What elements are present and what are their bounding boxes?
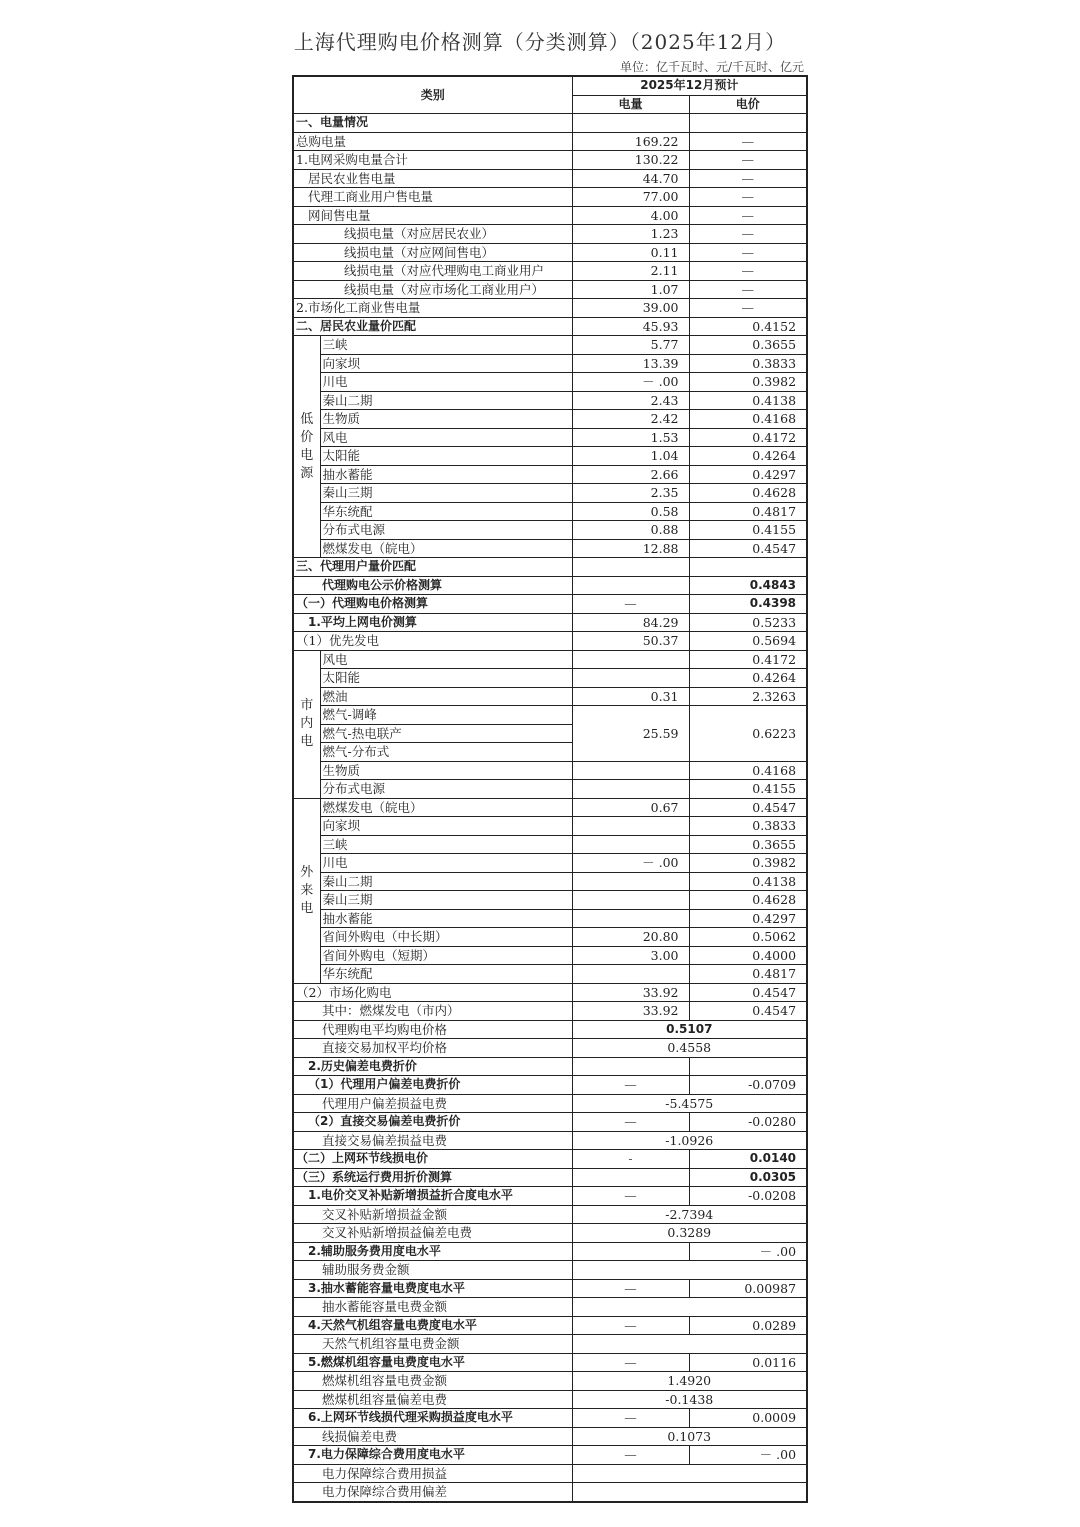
qty-cell: 39.00 — [572, 299, 689, 318]
merged-value: 0.1073 — [572, 1427, 807, 1446]
price-cell: 0.0289 — [689, 1316, 807, 1335]
price-cell: － .00 — [689, 1446, 807, 1465]
table-row — [293, 835, 807, 854]
merged-value: 0.3289 — [572, 1224, 807, 1243]
table-body — [293, 114, 807, 1502]
row-label: 三峡 — [320, 336, 572, 355]
row-label: 燃气-热电联产 — [320, 724, 572, 743]
table-row — [293, 1113, 807, 1132]
table-row — [293, 1094, 807, 1113]
table-row — [293, 447, 807, 466]
table-row — [293, 1261, 807, 1280]
price-cell — [689, 558, 807, 577]
row-label: 6.上网环节线损代理采购损益度电水平 — [293, 1409, 572, 1428]
qty-cell: － .00 — [572, 854, 689, 873]
unit-note: 单位：亿千瓦时、元/千瓦时、亿元 — [619, 60, 804, 74]
price-cell: — — [689, 299, 807, 318]
table-row — [293, 1335, 807, 1354]
row-label: 代理用户偏差损益电费 — [293, 1094, 572, 1113]
price-cell: — — [689, 169, 807, 188]
table-row — [293, 558, 807, 577]
row-label: 代理购电公示价格测算 — [293, 576, 572, 595]
row-label: 向家坝 — [320, 817, 572, 836]
row-label: 其中：燃煤发电（市内） — [293, 1002, 572, 1021]
table-row — [293, 891, 807, 910]
price-cell: — — [689, 151, 807, 170]
table-row — [293, 428, 807, 447]
row-label: 3.抽水蓄能容量电费度电水平 — [293, 1279, 572, 1298]
qty-cell — [572, 780, 689, 799]
qty-cell: 13.39 — [572, 354, 689, 373]
qty-cell: 2.42 — [572, 410, 689, 429]
price-cell: 0.0305 — [689, 1168, 807, 1187]
header-price: 电价 — [689, 95, 807, 114]
document-title: 上海代理购电价格测算（分类测算）（2025年12月） — [293, 30, 787, 54]
table-row — [293, 798, 807, 817]
table-row — [293, 206, 807, 225]
row-label: 燃油 — [320, 687, 572, 706]
row-label: 直接交易加权平均价格 — [293, 1039, 572, 1058]
table-row — [293, 225, 807, 244]
row-label: 交叉补贴新增损益偏差电费 — [293, 1224, 572, 1243]
qty-cell: — — [572, 1409, 689, 1428]
qty-cell — [572, 965, 689, 984]
table-row — [293, 1316, 807, 1335]
qty-cell: 33.92 — [572, 1002, 689, 1021]
price-cell: 0.5694 — [689, 632, 807, 651]
table-row — [293, 373, 807, 392]
qty-cell: 0.58 — [572, 502, 689, 521]
row-label: 直接交易偏差损益电费 — [293, 1131, 572, 1150]
qty-cell: — — [572, 1279, 689, 1298]
price-cell: 0.4398 — [689, 595, 807, 614]
price-cell: — — [689, 206, 807, 225]
qty-cell — [572, 558, 689, 577]
price-cell: 0.4547 — [689, 1002, 807, 1021]
price-cell: 0.4843 — [689, 576, 807, 595]
qty-cell: 33.92 — [572, 983, 689, 1002]
row-label: 电力保障综合费用偏差 — [293, 1483, 572, 1502]
row-label: 5.燃煤机组容量电费度电水平 — [293, 1353, 572, 1372]
row-label: （二）上网环节线损电价 — [293, 1150, 572, 1169]
price-cell: 0.4152 — [689, 317, 807, 336]
price-cell: 0.4628 — [689, 484, 807, 503]
price-cell — [689, 114, 807, 133]
row-label: 川电 — [320, 373, 572, 392]
table-row — [293, 539, 807, 558]
merged-value: -5.4575 — [572, 1094, 807, 1113]
qty-cell: 2.11 — [572, 262, 689, 281]
row-label: 向家坝 — [320, 354, 572, 373]
table-row — [293, 1409, 807, 1428]
price-cell: 0.00987 — [689, 1279, 807, 1298]
table-row — [293, 669, 807, 688]
row-label: 省间外购电（短期） — [320, 946, 572, 965]
price-cell: 0.4547 — [689, 798, 807, 817]
row-label: 燃煤机组容量偏差电费 — [293, 1390, 572, 1409]
qty-cell — [572, 909, 689, 928]
row-label: 秦山二期 — [320, 872, 572, 891]
table-row — [293, 780, 807, 799]
row-label: 燃煤发电（皖电） — [320, 798, 572, 817]
price-cell: 0.4817 — [689, 502, 807, 521]
qty-cell: 50.37 — [572, 632, 689, 651]
table-row — [293, 132, 807, 151]
qty-cell: — — [572, 1353, 689, 1372]
qty-cell — [572, 669, 689, 688]
price-cell: — — [689, 132, 807, 151]
qty-cell: 12.88 — [572, 539, 689, 558]
row-label: 省间外购电（中长期） — [320, 928, 572, 947]
group-label: 市内电 — [293, 650, 320, 798]
row-label: 三、代理用户量价匹配 — [293, 558, 572, 577]
price-cell: 0.3982 — [689, 373, 807, 392]
row-label: 2.历史偏差电费折价 — [293, 1057, 572, 1076]
table-row — [293, 595, 807, 614]
row-label: 天然气机组容量电费金额 — [293, 1335, 572, 1354]
table-row — [293, 317, 807, 336]
qty-cell — [572, 1168, 689, 1187]
row-label: 分布式电源 — [320, 521, 572, 540]
qty-cell: － .00 — [572, 373, 689, 392]
merged-value: -0.1438 — [572, 1390, 807, 1409]
table-row — [293, 484, 807, 503]
table-row — [293, 391, 807, 410]
table-row — [293, 114, 807, 133]
merged-value: -1.0926 — [572, 1131, 807, 1150]
table-row — [293, 965, 807, 984]
row-label: （一）代理购电价格测算 — [293, 595, 572, 614]
row-label: 2.辅助服务费用度电水平 — [293, 1242, 572, 1261]
price-cell: -0.0280 — [689, 1113, 807, 1132]
table-row — [293, 1039, 807, 1058]
qty-cell — [572, 650, 689, 669]
row-label: 2.市场化工商业售电量 — [293, 299, 572, 318]
row-label: 1.电价交叉补贴新增损益折合度电水平 — [293, 1187, 572, 1206]
row-label: 辅助服务费金额 — [293, 1261, 572, 1280]
table-row — [293, 336, 807, 355]
table-row — [293, 1372, 807, 1391]
row-label: 华东统配 — [320, 502, 572, 521]
qty-cell — [572, 872, 689, 891]
row-label: 7.电力保障综合费用度电水平 — [293, 1446, 572, 1465]
price-cell: 0.5062 — [689, 928, 807, 947]
table-row — [293, 854, 807, 873]
price-cell: 0.4297 — [689, 909, 807, 928]
row-label: 线损电量（对应市场化工商业用户） — [293, 280, 572, 299]
qty-cell: 84.29 — [572, 613, 689, 632]
price-cell: 0.3655 — [689, 835, 807, 854]
row-label: 华东统配 — [320, 965, 572, 984]
row-label: 燃气-调峰 — [320, 706, 572, 725]
merged-value — [572, 1464, 807, 1483]
row-label: 总购电量 — [293, 132, 572, 151]
group-label: 低价电源 — [293, 336, 320, 558]
table-row — [293, 1057, 807, 1076]
table-row — [293, 983, 807, 1002]
row-label: 太阳能 — [320, 669, 572, 688]
table-row — [293, 1298, 807, 1317]
table-row — [293, 169, 807, 188]
qty-cell: 20.80 — [572, 928, 689, 947]
qty-cell — [572, 1057, 689, 1076]
table-row — [293, 1168, 807, 1187]
qty-cell — [572, 835, 689, 854]
row-label: 4.天然气机组容量电费度电水平 — [293, 1316, 572, 1335]
table-row — [293, 1353, 807, 1372]
price-cell: — — [689, 188, 807, 207]
qty-cell: 25.59 — [572, 706, 689, 762]
row-label: 风电 — [320, 428, 572, 447]
price-cell: 0.4138 — [689, 391, 807, 410]
row-label: （三）系统运行费用折价测算 — [293, 1168, 572, 1187]
price-cell: 0.4168 — [689, 410, 807, 429]
qty-cell: 0.88 — [572, 521, 689, 540]
price-cell: 2.3263 — [689, 687, 807, 706]
price-cell: 0.4138 — [689, 872, 807, 891]
table-row — [293, 613, 807, 632]
row-label: 生物质 — [320, 410, 572, 429]
table-row — [293, 761, 807, 780]
row-label: 交叉补贴新增损益金额 — [293, 1205, 572, 1224]
row-label: 1.平均上网电价测算 — [293, 613, 572, 632]
price-cell: — — [689, 280, 807, 299]
row-label: 线损电量（对应居民农业） — [293, 225, 572, 244]
table-row — [293, 817, 807, 836]
merged-value — [572, 1298, 807, 1317]
row-label: 一、电量情况 — [293, 114, 572, 133]
price-cell: 0.4817 — [689, 965, 807, 984]
price-cell: 0.5233 — [689, 613, 807, 632]
table-row — [293, 1483, 807, 1502]
price-cell: 0.3833 — [689, 354, 807, 373]
table-row — [293, 632, 807, 651]
qty-cell: 2.66 — [572, 465, 689, 484]
table-row — [293, 687, 807, 706]
header-period: 2025年12月预计 — [572, 76, 807, 95]
price-cell: 0.4264 — [689, 669, 807, 688]
price-cell: 0.4628 — [689, 891, 807, 910]
table-row — [293, 872, 807, 891]
table-row — [293, 1224, 807, 1243]
price-cell: 0.6223 — [689, 706, 807, 762]
price-cell: 0.0116 — [689, 1353, 807, 1372]
table-row — [293, 188, 807, 207]
row-label: 三峡 — [320, 835, 572, 854]
table-row — [293, 650, 807, 669]
price-cell: -0.0709 — [689, 1076, 807, 1095]
price-cell: － .00 — [689, 1242, 807, 1261]
row-label: 分布式电源 — [320, 780, 572, 799]
price-cell: — — [689, 225, 807, 244]
qty-cell: 1.04 — [572, 447, 689, 466]
merged-value: 0.5107 — [572, 1020, 807, 1039]
qty-cell: 4.00 — [572, 206, 689, 225]
merged-value: -2.7394 — [572, 1205, 807, 1224]
price-cell: 0.4297 — [689, 465, 807, 484]
qty-cell: 1.23 — [572, 225, 689, 244]
price-cell: 0.4155 — [689, 521, 807, 540]
merged-value — [572, 1261, 807, 1280]
group-label: 外来电 — [293, 798, 320, 983]
price-cell: 0.4168 — [689, 761, 807, 780]
price-cell: 0.4172 — [689, 650, 807, 669]
table-row — [293, 151, 807, 170]
qty-cell — [572, 817, 689, 836]
row-label: 代理购电平均购电价格 — [293, 1020, 572, 1039]
qty-cell: 2.35 — [572, 484, 689, 503]
table-row — [293, 1427, 807, 1446]
qty-cell: — — [572, 1316, 689, 1335]
price-cell: — — [689, 262, 807, 281]
table-row — [293, 928, 807, 947]
table-row — [293, 1020, 807, 1039]
row-label: 抽水蓄能 — [320, 909, 572, 928]
qty-cell: 0.11 — [572, 243, 689, 262]
qty-cell: 77.00 — [572, 188, 689, 207]
table-row — [293, 1205, 807, 1224]
price-cell: 0.4155 — [689, 780, 807, 799]
row-label: 电力保障综合费用损益 — [293, 1464, 572, 1483]
row-label: （1）优先发电 — [293, 632, 572, 651]
row-label: 燃煤机组容量电费金额 — [293, 1372, 572, 1391]
table-row — [293, 410, 807, 429]
table-row — [293, 1150, 807, 1169]
table-row — [293, 354, 807, 373]
merged-value — [572, 1483, 807, 1502]
row-label: 抽水蓄能 — [320, 465, 572, 484]
price-cell: -0.0208 — [689, 1187, 807, 1206]
table-row — [293, 1187, 807, 1206]
merged-value — [572, 1335, 807, 1354]
price-cell: 0.3833 — [689, 817, 807, 836]
price-cell — [689, 1057, 807, 1076]
row-label: 网间售电量 — [293, 206, 572, 225]
table-row — [293, 909, 807, 928]
price-cell: 0.4172 — [689, 428, 807, 447]
row-label: （2）市场化购电 — [293, 983, 572, 1002]
row-label: （2）直接交易偏差电费折价 — [293, 1113, 572, 1132]
qty-cell — [572, 576, 689, 595]
qty-cell: 45.93 — [572, 317, 689, 336]
row-label: 秦山二期 — [320, 391, 572, 410]
price-cell: 0.4000 — [689, 946, 807, 965]
table-row — [293, 1242, 807, 1261]
row-label: 1.电网采购电量合计 — [293, 151, 572, 170]
qty-cell: — — [572, 1187, 689, 1206]
row-label: （1）代理用户偏差电费折价 — [293, 1076, 572, 1095]
qty-cell — [572, 891, 689, 910]
table-row — [293, 280, 807, 299]
merged-value: 1.4920 — [572, 1372, 807, 1391]
qty-cell: 1.07 — [572, 280, 689, 299]
table-row — [293, 946, 807, 965]
row-label: 风电 — [320, 650, 572, 669]
table-row — [293, 1002, 807, 1021]
table-row — [293, 465, 807, 484]
row-label: 生物质 — [320, 761, 572, 780]
merged-value: 0.4558 — [572, 1039, 807, 1058]
qty-cell: — — [572, 1446, 689, 1465]
table-row — [293, 576, 807, 595]
row-label: 线损电量（对应网间售电） — [293, 243, 572, 262]
row-label: 太阳能 — [320, 447, 572, 466]
qty-cell: — — [572, 1076, 689, 1095]
table-row — [293, 502, 807, 521]
price-cell: 0.0009 — [689, 1409, 807, 1428]
qty-cell: 3.00 — [572, 946, 689, 965]
price-cell: 0.4547 — [689, 983, 807, 1002]
qty-cell: — — [572, 1113, 689, 1132]
row-label: 抽水蓄能容量电费金额 — [293, 1298, 572, 1317]
price-cell: 0.3982 — [689, 854, 807, 873]
price-cell: 0.4264 — [689, 447, 807, 466]
qty-cell: 130.22 — [572, 151, 689, 170]
row-label: 燃气-分布式 — [320, 743, 572, 762]
qty-cell: 0.67 — [572, 798, 689, 817]
qty-cell: 1.53 — [572, 428, 689, 447]
qty-cell: - — [572, 1150, 689, 1169]
price-calculation-table — [292, 75, 808, 1503]
qty-cell — [572, 761, 689, 780]
row-label: 线损电量（对应代理购电工商业用户 — [293, 262, 572, 281]
table-row — [293, 1464, 807, 1483]
price-cell: 0.0140 — [689, 1150, 807, 1169]
header-qty: 电量 — [572, 95, 689, 114]
qty-cell: 5.77 — [572, 336, 689, 355]
row-label: 秦山三期 — [320, 891, 572, 910]
table-row — [293, 262, 807, 281]
qty-cell: 44.70 — [572, 169, 689, 188]
row-label: 秦山三期 — [320, 484, 572, 503]
table-row — [293, 299, 807, 318]
row-label: 代理工商业用户售电量 — [293, 188, 572, 207]
price-cell: 0.4547 — [689, 539, 807, 558]
qty-cell: 169.22 — [572, 132, 689, 151]
qty-cell: 0.31 — [572, 687, 689, 706]
qty-cell: — — [572, 595, 689, 614]
row-label: 二、居民农业量价匹配 — [293, 317, 572, 336]
row-label: 居民农业售电量 — [293, 169, 572, 188]
row-label: 川电 — [320, 854, 572, 873]
qty-cell: 2.43 — [572, 391, 689, 410]
table-row — [293, 1390, 807, 1409]
header-category: 类别 — [293, 76, 572, 114]
row-label: 线损偏差电费 — [293, 1427, 572, 1446]
qty-cell — [572, 114, 689, 133]
row-label: 燃煤发电（皖电） — [320, 539, 572, 558]
price-cell: 0.3655 — [689, 336, 807, 355]
table-row — [293, 706, 807, 725]
table-row — [293, 243, 807, 262]
table-row — [293, 1131, 807, 1150]
price-cell: — — [689, 243, 807, 262]
table-row — [293, 1446, 807, 1465]
table-row — [293, 1076, 807, 1095]
table-row — [293, 521, 807, 540]
table-row — [293, 1279, 807, 1298]
qty-cell — [572, 1242, 689, 1261]
